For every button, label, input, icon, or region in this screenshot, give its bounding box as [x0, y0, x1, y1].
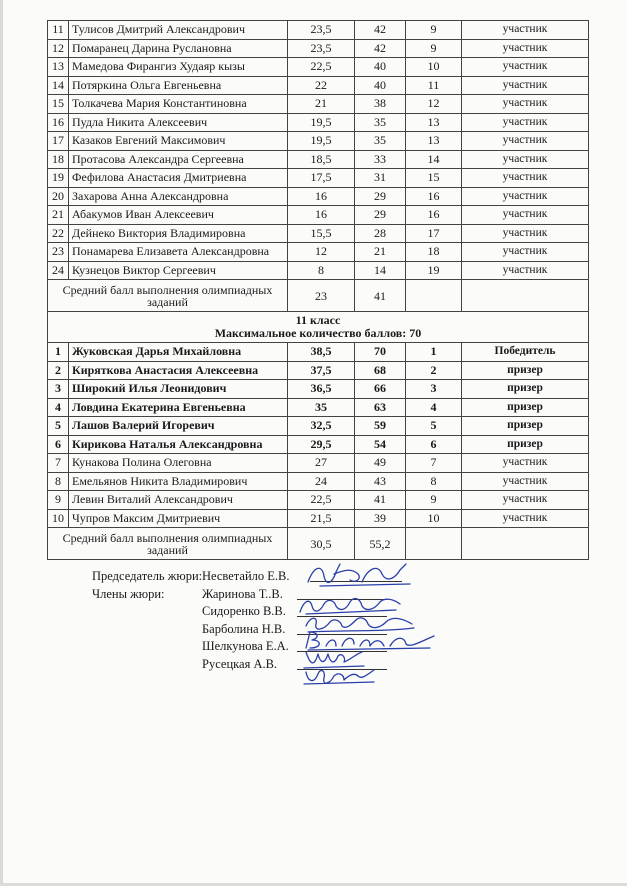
table-row	[48, 39, 589, 58]
table-row	[48, 509, 589, 528]
row-number: 4	[48, 398, 69, 417]
score-percent: 39	[355, 509, 406, 528]
participant-name: Захарова Анна Александровна	[69, 187, 288, 206]
participant-name: Широкий Илья Леонидович	[69, 380, 288, 399]
row-number: 9	[48, 491, 69, 510]
score-percent: 59	[355, 417, 406, 436]
rank: 18	[406, 243, 462, 262]
participant-name: Протасова Александра Сергеевна	[69, 150, 288, 169]
status: участник	[462, 224, 589, 243]
rank: 16	[406, 187, 462, 206]
table-row	[48, 361, 589, 380]
status: участник	[462, 261, 589, 280]
table-row	[48, 206, 589, 225]
section-max-score-label: Максимальное количество баллов: 70	[214, 326, 422, 340]
participant-name: Чупров Максим Дмитриевич	[69, 509, 288, 528]
rank: 6	[406, 435, 462, 454]
rank: 9	[406, 21, 462, 40]
table-row	[48, 150, 589, 169]
row-number: 22	[48, 224, 69, 243]
status: участник	[462, 95, 589, 114]
participant-name: Мамедова Фирангиз Худаяр кызы	[69, 58, 288, 77]
row-number: 15	[48, 95, 69, 114]
rank: 1	[406, 343, 462, 362]
status: Победитель	[462, 343, 589, 362]
rank: 15	[406, 169, 462, 188]
jury-member-name: Русецкая А.В.	[202, 656, 278, 671]
average-row-grade-11-body	[48, 528, 589, 560]
results-table	[47, 20, 589, 560]
score: 38,5	[288, 343, 355, 362]
score: 35	[288, 398, 355, 417]
rank: 12	[406, 95, 462, 114]
status: участник	[462, 39, 589, 58]
row-number: 12	[48, 39, 69, 58]
score: 8	[288, 261, 355, 280]
table-row	[48, 343, 589, 362]
jury-members-label: Члены жюри:	[92, 586, 165, 601]
row-number: 2	[48, 361, 69, 380]
participant-name: Пудла Никита Алексеевич	[69, 113, 288, 132]
row-number: 17	[48, 132, 69, 151]
row-number: 7	[48, 454, 69, 473]
row-number: 19	[48, 169, 69, 188]
participant-name: Казаков Евгений Максимович	[69, 132, 288, 151]
status: участник	[462, 187, 589, 206]
jury-chair-name: Несветайло Е.В.	[202, 569, 290, 583]
participant-name: Тулисов Дмитрий Александрович	[69, 21, 288, 40]
status: участник	[462, 491, 589, 510]
table-row	[48, 261, 589, 280]
signature-member-5	[300, 664, 380, 690]
table-row	[48, 21, 589, 40]
table-row	[48, 472, 589, 491]
row-number: 6	[48, 435, 69, 454]
score: 24	[288, 472, 355, 491]
table-row	[48, 454, 589, 473]
scan-edge-left	[0, 0, 3, 886]
score: 18,5	[288, 150, 355, 169]
score: 16	[288, 206, 355, 225]
score: 23,5	[288, 21, 355, 40]
rank: 13	[406, 132, 462, 151]
status: участник	[462, 454, 589, 473]
row-number: 21	[48, 206, 69, 225]
status: призер	[462, 435, 589, 454]
average-row	[48, 280, 589, 312]
rank: 16	[406, 206, 462, 225]
average-row-grade-10-body	[48, 280, 589, 343]
score: 19,5	[288, 113, 355, 132]
empty-cell	[406, 528, 462, 560]
average-score: 30,5	[288, 528, 355, 560]
participant-name: Лашов Валерий Игоревич	[69, 417, 288, 436]
signature-chair	[300, 560, 420, 590]
jury-chair-label: Председатель жюри:	[92, 569, 203, 583]
participant-name: Ловдина Екатерина Евгеньевна	[69, 398, 288, 417]
score: 36,5	[288, 380, 355, 399]
score-percent: 38	[355, 95, 406, 114]
row-number: 3	[48, 380, 69, 399]
rank: 10	[406, 58, 462, 77]
table-row	[48, 224, 589, 243]
rank: 14	[406, 150, 462, 169]
score: 32,5	[288, 417, 355, 436]
score-percent: 70	[355, 343, 406, 362]
table-row	[48, 435, 589, 454]
score-percent: 29	[355, 206, 406, 225]
score-percent: 40	[355, 76, 406, 95]
score: 19,5	[288, 132, 355, 151]
participant-name: Толкачева Мария Константиновна	[69, 95, 288, 114]
participant-name: Кузнецов Виктор Сергеевич	[69, 261, 288, 280]
average-percent: 55,2	[355, 528, 406, 560]
score-percent: 28	[355, 224, 406, 243]
score-percent: 49	[355, 454, 406, 473]
score-percent: 42	[355, 39, 406, 58]
score-percent: 29	[355, 187, 406, 206]
rank: 13	[406, 113, 462, 132]
score: 16	[288, 187, 355, 206]
average-percent: 41	[355, 280, 406, 312]
score: 22,5	[288, 58, 355, 77]
row-number: 8	[48, 472, 69, 491]
table-row	[48, 417, 589, 436]
score-percent: 42	[355, 21, 406, 40]
average-row	[48, 528, 589, 560]
participant-name: Потяркина Ольга Евгеньевна	[69, 76, 288, 95]
row-number: 24	[48, 261, 69, 280]
score-percent: 35	[355, 132, 406, 151]
status: участник	[462, 21, 589, 40]
row-number: 18	[48, 150, 69, 169]
score-percent: 63	[355, 398, 406, 417]
score-percent: 14	[355, 261, 406, 280]
rank: 2	[406, 361, 462, 380]
score-percent: 43	[355, 472, 406, 491]
table-row	[48, 187, 589, 206]
score: 21,5	[288, 509, 355, 528]
participant-name: Фефилова Анастасия Дмитриевна	[69, 169, 288, 188]
table-row	[48, 169, 589, 188]
participant-name: Левин Виталий Александрович	[69, 491, 288, 510]
score-percent: 41	[355, 491, 406, 510]
score: 15,5	[288, 224, 355, 243]
rank: 19	[406, 261, 462, 280]
score: 21	[288, 95, 355, 114]
jury-member-name: Сидоренко В.В.	[202, 604, 286, 619]
status: призер	[462, 398, 589, 417]
rank: 9	[406, 491, 462, 510]
section-class-label: 11 класс	[295, 313, 341, 327]
table-row	[48, 58, 589, 77]
results-grade-10-body	[48, 21, 589, 280]
participant-name: Жуковская Дарья Михайловна	[69, 343, 288, 362]
row-number: 13	[48, 58, 69, 77]
status: участник	[462, 206, 589, 225]
status: участник	[462, 113, 589, 132]
participant-name: Понамарева Елизавета Александровна	[69, 243, 288, 262]
participant-name: Кунакова Полина Олеговна	[69, 454, 288, 473]
table-row	[48, 132, 589, 151]
status: участник	[462, 243, 589, 262]
score: 17,5	[288, 169, 355, 188]
participant-name: Помаранец Дарина Руслановна	[69, 39, 288, 58]
status: участник	[462, 76, 589, 95]
participant-name: Абакумов Иван Алексеевич	[69, 206, 288, 225]
row-number: 20	[48, 187, 69, 206]
row-number: 1	[48, 343, 69, 362]
status: участник	[462, 58, 589, 77]
results-grade-11-body	[48, 343, 589, 528]
row-number: 16	[48, 113, 69, 132]
score: 29,5	[288, 435, 355, 454]
jury-member-name: Шелкунова Е.А.	[202, 639, 289, 654]
jury-member-name: Жаринова Т..В.	[202, 586, 283, 601]
score-percent: 66	[355, 380, 406, 399]
section-header-grade-11	[48, 312, 589, 343]
table-row	[48, 113, 589, 132]
score-percent: 68	[355, 361, 406, 380]
rank: 17	[406, 224, 462, 243]
table-row	[48, 76, 589, 95]
participant-name: Кирикова Наталья Александровна	[69, 435, 288, 454]
score: 22,5	[288, 491, 355, 510]
rank: 3	[406, 380, 462, 399]
status: призер	[462, 380, 589, 399]
status: участник	[462, 150, 589, 169]
rank: 4	[406, 398, 462, 417]
rank: 7	[406, 454, 462, 473]
row-number: 14	[48, 76, 69, 95]
score: 22	[288, 76, 355, 95]
participant-name: Емельянов Никита Владимирович	[69, 472, 288, 491]
score: 37,5	[288, 361, 355, 380]
table-row	[48, 243, 589, 262]
score: 12	[288, 243, 355, 262]
empty-cell	[406, 280, 462, 312]
score-percent: 54	[355, 435, 406, 454]
row-number: 5	[48, 417, 69, 436]
empty-cell	[462, 280, 589, 312]
row-number: 10	[48, 509, 69, 528]
score-percent: 35	[355, 113, 406, 132]
rank: 9	[406, 39, 462, 58]
status: участник	[462, 472, 589, 491]
jury-member-name: Барболина Н.В.	[202, 621, 286, 636]
score: 27	[288, 454, 355, 473]
table-row	[48, 95, 589, 114]
average-label: Средний балл выполнения олимпиадных заданий	[48, 528, 288, 560]
score-percent: 33	[355, 150, 406, 169]
row-number: 23	[48, 243, 69, 262]
score-percent: 40	[355, 58, 406, 77]
average-score: 23	[288, 280, 355, 312]
score: 23,5	[288, 39, 355, 58]
participant-name: Киряткова Анастасия Алексеевна	[69, 361, 288, 380]
empty-cell	[462, 528, 589, 560]
rank: 10	[406, 509, 462, 528]
average-label: Средний балл выполнения олимпиадных заданий	[48, 280, 288, 312]
table-row	[48, 398, 589, 417]
rank: 11	[406, 76, 462, 95]
row-number: 11	[48, 21, 69, 40]
table-row	[48, 380, 589, 399]
status: призер	[462, 417, 589, 436]
score-percent: 21	[355, 243, 406, 262]
status: участник	[462, 169, 589, 188]
rank: 8	[406, 472, 462, 491]
table-row	[48, 491, 589, 510]
status: участник	[462, 132, 589, 151]
participant-name: Дейнеко Виктория Владимировна	[69, 224, 288, 243]
rank: 5	[406, 417, 462, 436]
status: участник	[462, 509, 589, 528]
status: призер	[462, 361, 589, 380]
score-percent: 31	[355, 169, 406, 188]
